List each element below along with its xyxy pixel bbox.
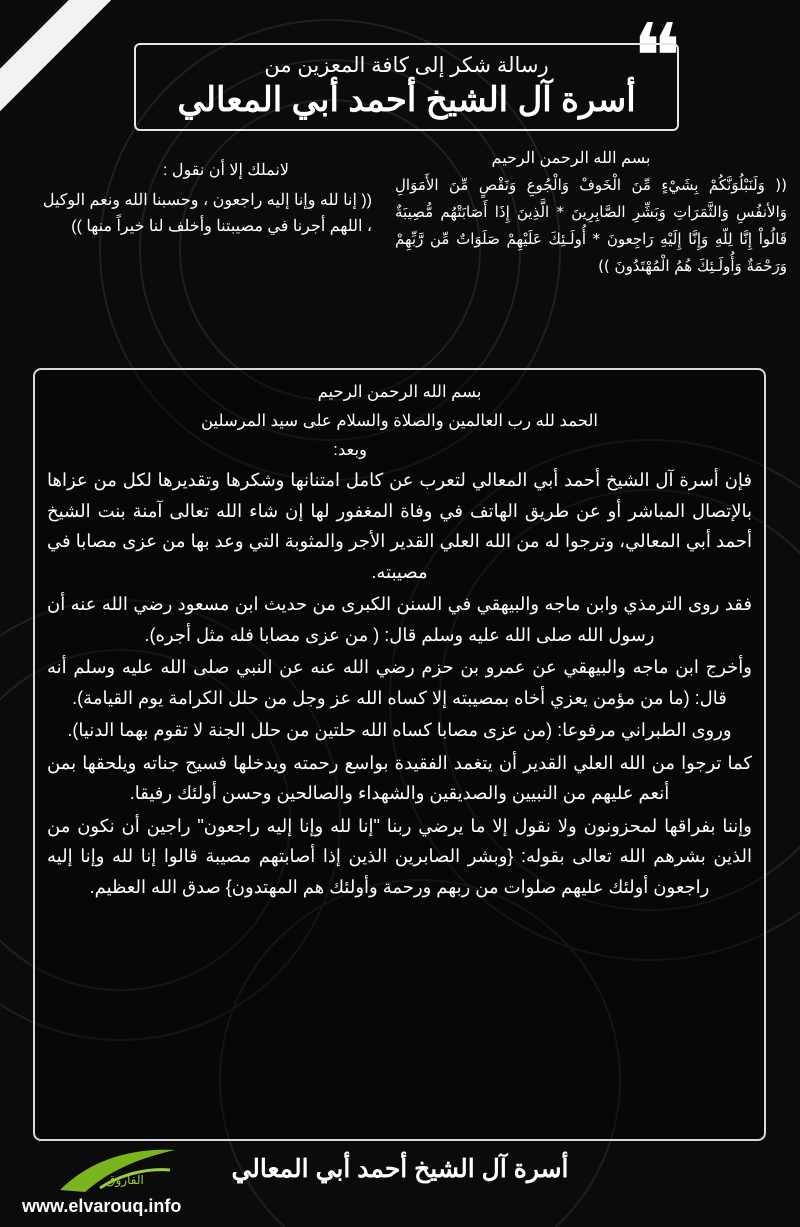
quote-mark-icon: ❝ — [632, 4, 682, 111]
letter-box — [33, 368, 766, 1141]
saying-text: (( إنا لله وإنا إليه راجعون ، وحسبنا الله ونعم الوكيل ، اللهم أجرنا في مصيبتنا وأخلف لنا خيراً منها )) — [42, 192, 372, 235]
letter-paragraph: وأخرج ابن ماجه والبيهقي عن عمرو بن حزم رضي الله عنه عن النبي صلى الله عليه وسلم أنه قال: (ما من مؤمن يعزي أخاه بمصيبته إلا كساه الله عز وجل من حلل الكرامة يوم القيامة). — [47, 657, 752, 708]
header-subtitle: رسالة شكر إلى كافة المعزين من — [264, 54, 549, 77]
condolence-saying — [40, 158, 372, 240]
site-url-link[interactable]: www.elvarouq.info — [22, 1196, 182, 1216]
header-box — [134, 43, 679, 131]
letter-paragraph: فقد روى الترمذي وابن ماجه والبيهقي في السنن الكبرى من حديث ابن مسعود رضي الله عنه أن رسول الله صلى الله عليه وسلم قال: ( من عزى مصابا فله مثل أجره). — [47, 594, 752, 645]
verse-text: (( وَلَنَبْلُوَنَّكُمْ بِشَيْءٍ مِّنَ الْخَوفْ وَالْجُوعِ وَنَقْصٍ مِّنَ الأَمَوَالِ وَالأنفُسِ وَالثَّمَرَاتِ وَبَشِّرِ الصَّابِرِينَ * الَّذِينَ إِذَا أَصَابَتْهُم مُّصِيبَةٌ قَالُواْ إِنَّا لِلّهِ وَإِنَّا إِلَيْهِ رَاجِعونَ * أُولَـئِكَ عَلَيْهِمْ صَلَوَاتٌ مِّن رَّبِّهِمْ وَرَحْمَةٌ وَأُولَـئِكَ هُمُ الْمُهْتَدُونَ )) — [395, 176, 787, 275]
letter-wabad: وبعد: — [333, 441, 367, 459]
saying-intro: لانملك إلا أن نقول : — [162, 162, 290, 179]
letter-paragraph: وإننا بفراقها لمحزونون ولا نقول إلا ما يرضي ربنا "إنا لله وإنا إليه راجعون" راجين أن نكون من الذين بشرهم الله تعالى بقوله: {وبشر الصابرين الذين إذا أصابتهم مصيبة قالوا إنا لله وإنا إليه راجعون أولئك عليهم صلوات من ربهم ورحمة وأولئك هم المهتدون} صدق الله العظيم. — [47, 815, 752, 897]
header-title: أسرة آل الشيخ أحمد أبي المعالي — [177, 81, 636, 119]
logo-text: الفاروق — [106, 1173, 144, 1187]
mourning-sash — [0, 0, 113, 133]
footer-family-name: أسرة آل الشيخ أحمد أبي المعالي — [231, 1155, 569, 1183]
letter-hamd: الحمد لله رب العالمين والصلاة والسلام على سيد المرسلين — [200, 412, 599, 430]
letter-paragraph: وروى الطبراني مرفوعا: (من عزى مصابا كساه الله حلتين من حلل الجنة لا تقوم بهما الدنيا). — [67, 720, 732, 740]
letter-paragraph: كما ترجوا من الله العلي القدير أن يتغمد الفقيدة بواسع رحمته ويدخلها فسيح جناته ويلحقها بمن أنعم عليهم من النبيين والصديقين والشهداء والصالحين وحسن أولئك رفيقا. — [47, 752, 752, 803]
quran-verse-block — [395, 145, 787, 280]
verse-basmala: بسم الله الرحمن الرحيم — [491, 150, 651, 167]
letter-basmala: بسم الله الرحمن الرحيم — [317, 383, 482, 401]
letter-paragraph: فإن أسرة آل الشيخ أحمد أبي المعالي لتعرب عن كامل امتنانها وشكرها وتقديرها لكل من عزاها بالإتصال المباشر أو عن طريق الهاتف في وفاة المغفور لها إن شاء الله تعالى آمنة بنت الشيخ أحمد أبي المعالي، وترجوا له من الله العلي القدير الأجر والمثوبة التي وعد بها من عزى مصابا في مصيبته. — [47, 470, 752, 582]
elvarouq-logo[interactable] — [40, 1140, 190, 1200]
